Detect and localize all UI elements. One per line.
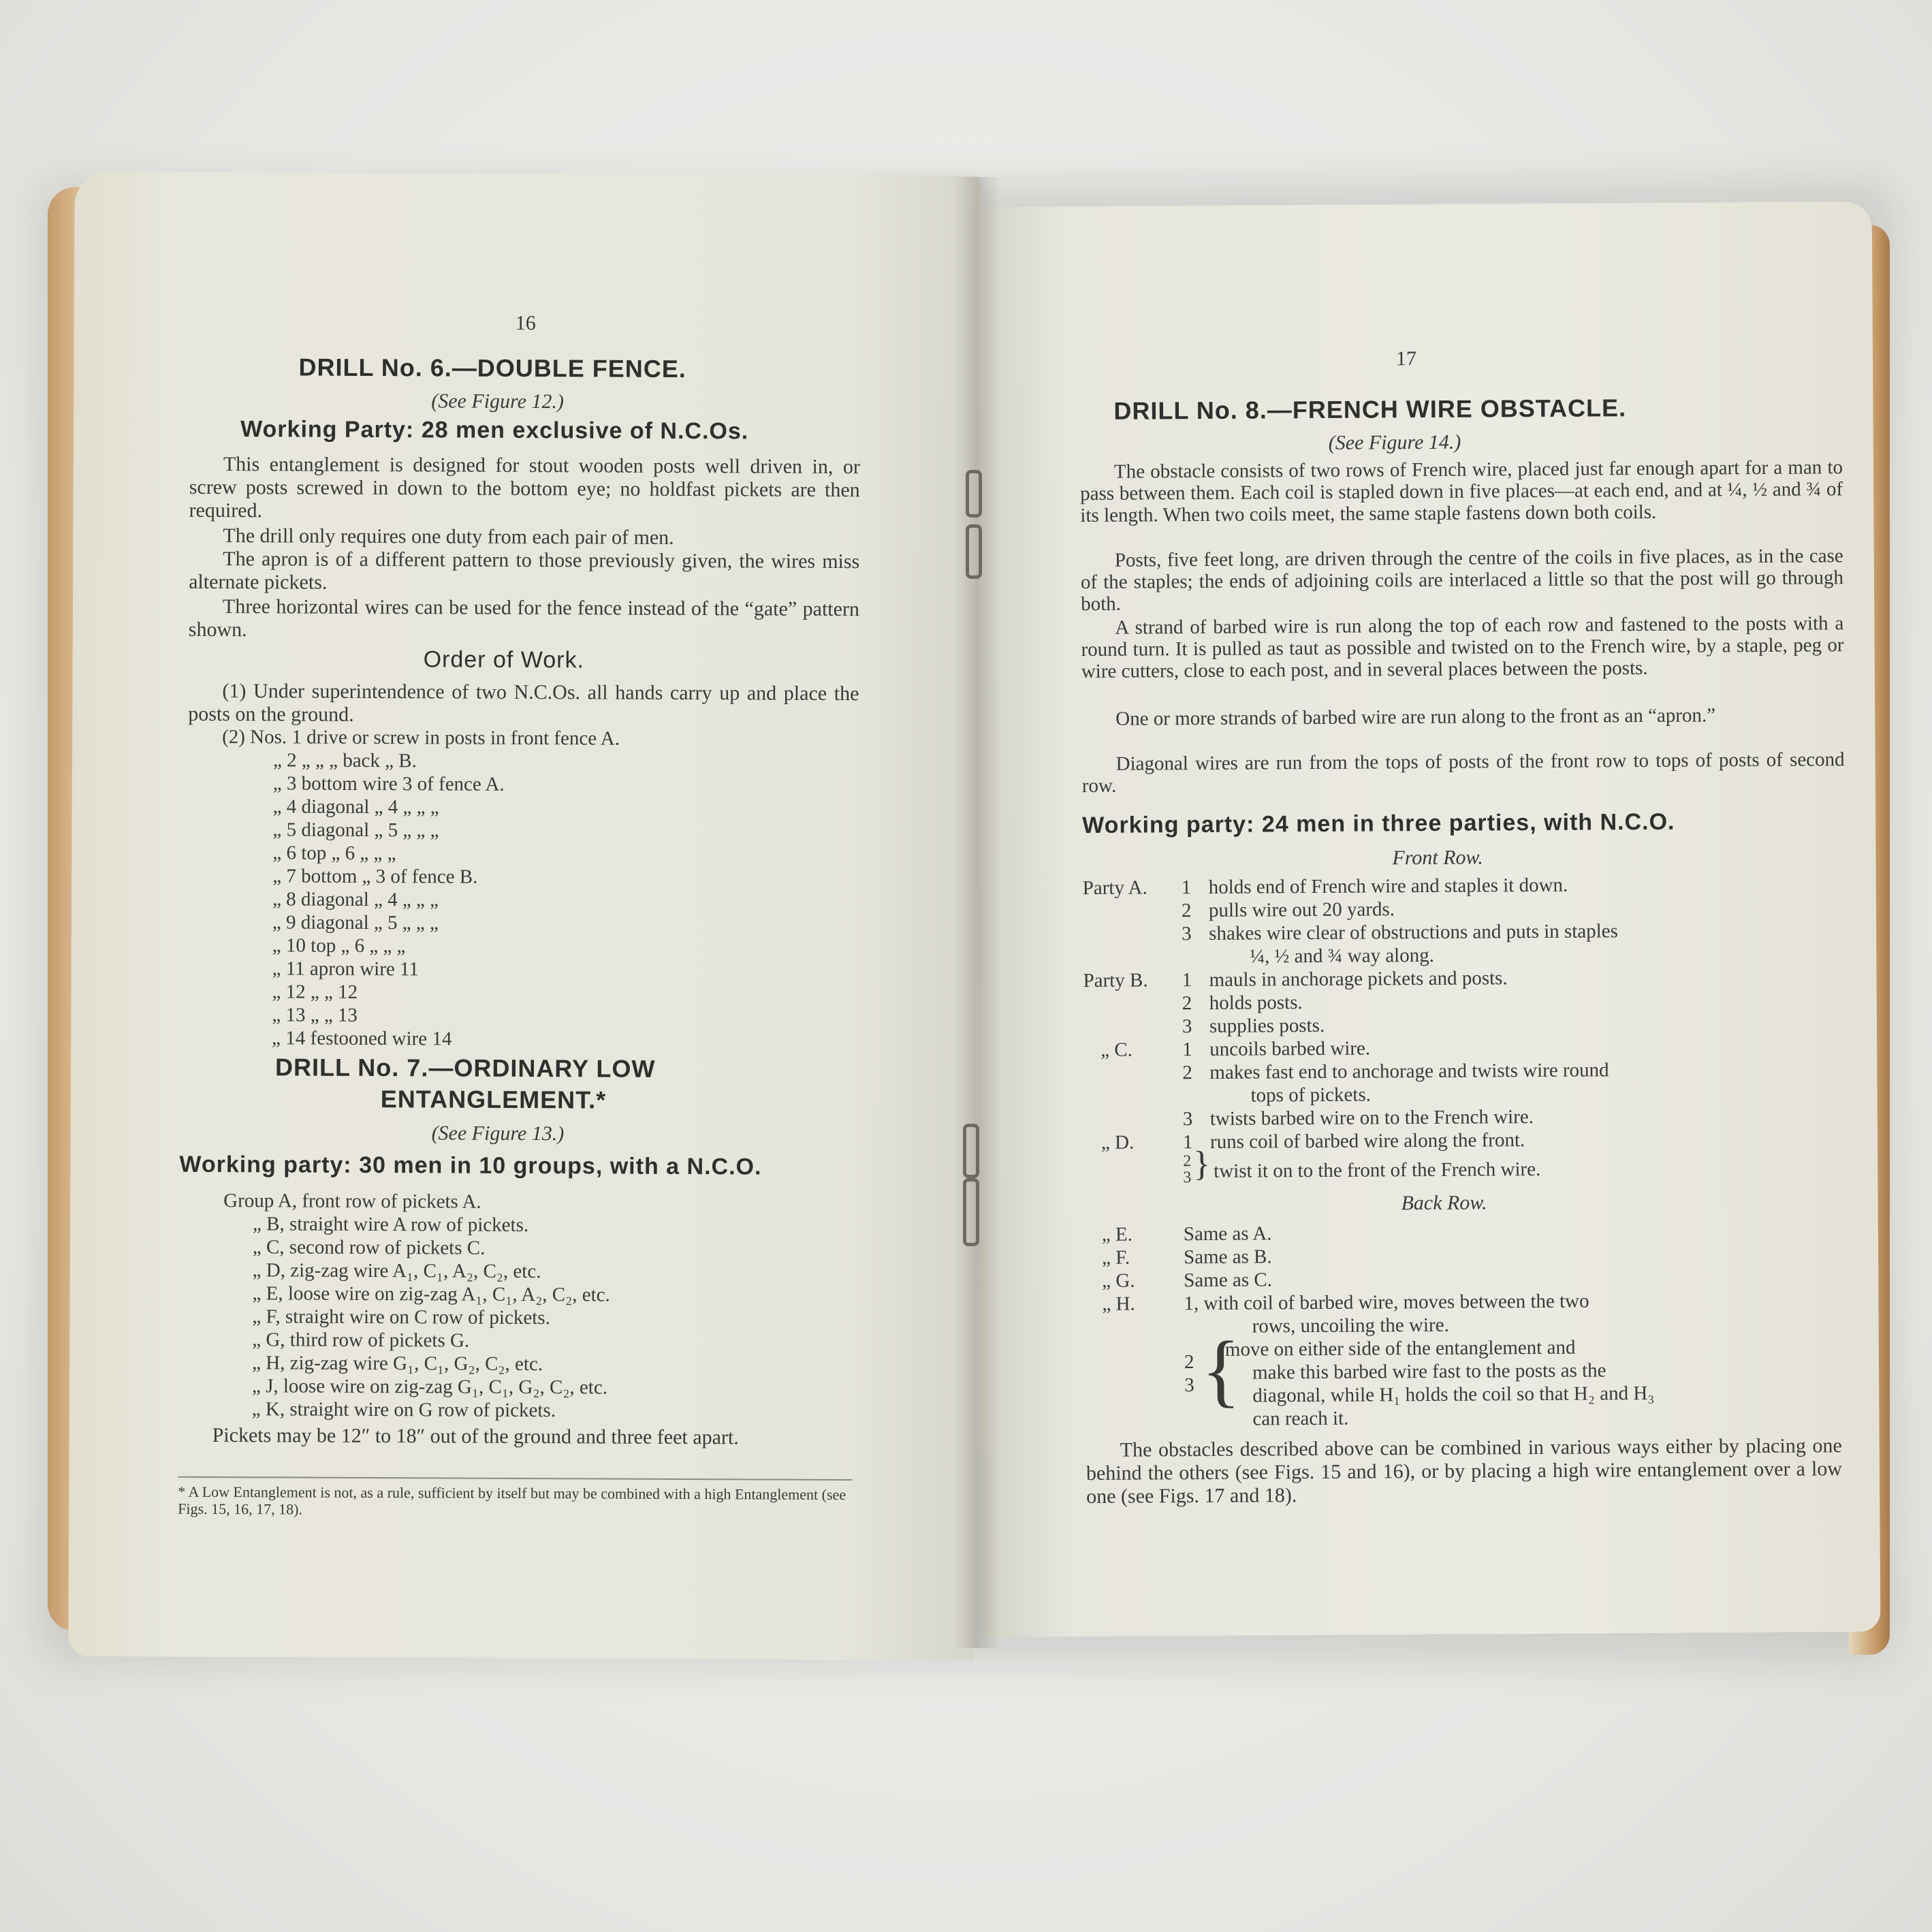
party-c-task: uncoils barbed wire. <box>1209 1037 1371 1060</box>
drill8-see-figure: (See Figure 14.) <box>1328 430 1461 454</box>
party-d-number: 1 <box>1182 1131 1193 1154</box>
order-line: „ 12 „ „ 12 <box>272 981 358 1003</box>
group-line: „ B, straight wire A row of pickets. <box>252 1213 529 1237</box>
drill8-paragraph-3: A strand of barbed wire is run along the top of each row and fastened to the posts with a round turn. It is pulled as taut as possible and twisted on to the French wire, by a staple, peg or wire cutters, close to each post, and in several places between the posts. <box>1081 612 1844 683</box>
brace-symbol: } <box>1193 1144 1211 1184</box>
order-paragraph-1: (1) Under superintendence of two N.C.Os. all hands carry up and place the posts on the ground. <box>188 680 859 726</box>
party-b-label: Party B. <box>1083 969 1148 992</box>
group-line: „ K, straight wire on G row of pickets. <box>251 1398 556 1422</box>
drill7-working-party: Working party: 30 men in 10 groups, with a N.C.O. <box>179 1151 762 1180</box>
party-d-task: twist it on to the front of the French wire. <box>1214 1158 1541 1182</box>
order-of-work-heading: Order of Work. <box>423 646 585 674</box>
drill6-see-figure: (See Figure 12.) <box>431 390 565 413</box>
group-line: „ H, zig-zag wire G₁, C₁, G₂, C₂, etc. <box>252 1352 543 1376</box>
group-line: „ D, zig-zag wire A₁, C₁, A₂, C₂, etc. <box>252 1259 541 1283</box>
drill8-paragraph-1: The obstacle consists of two rows of French wire, placed just far enough apart for a man to pass between them. Each coil is stapled down in five places—at each end, and at ¼, ½ and ¾ of its length. When two coils meet, the same staple fastens down both coils. <box>1080 456 1843 527</box>
staple <box>963 1124 979 1178</box>
order-line: „ 11 apron wire 11 <box>272 957 419 981</box>
drill6-paragraph-4: Three horizontal wires can be used for the fence instead of the “gate” pattern shown. <box>188 595 860 642</box>
party-a-number: 1 <box>1181 876 1192 899</box>
order-line: „ 3 bottom wire 3 of fence A. <box>272 772 505 795</box>
party-f-task: Same as B. <box>1183 1246 1272 1269</box>
party-h-number: 3 <box>1184 1374 1194 1397</box>
drill8-paragraph-5: Diagonal wires are run from the tops of posts of the front row to tops of posts of second row. <box>1081 748 1845 797</box>
party-c-task-continued: tops of pickets. <box>1250 1083 1372 1107</box>
party-h-task: diagonal, while H₁ holds the coil so that H₂ and H₃ <box>1252 1382 1655 1407</box>
drill8-title: DRILL No. 8.—FRENCH WIRE OBSTACLE. <box>1113 394 1627 425</box>
right-page <box>973 202 1881 1637</box>
party-h-label: „ H. <box>1102 1293 1135 1315</box>
party-h-task: move on either side of the entanglement and <box>1224 1336 1576 1361</box>
party-d-number: 2 <box>1183 1152 1192 1171</box>
party-f-label: „ F. <box>1101 1246 1130 1269</box>
group-line: „ C, second row of pickets C. <box>252 1236 486 1259</box>
drill7-title-line-2: ENTANGLEMENT.* <box>380 1085 607 1114</box>
drill8-working-party: Working party: 24 men in three parties, with N.C.O. <box>1082 808 1675 839</box>
book-gutter <box>953 177 1001 1648</box>
party-a-number: 2 <box>1181 900 1192 922</box>
party-h-number: 2 <box>1184 1351 1194 1374</box>
party-h-task: can reach it. <box>1252 1407 1349 1430</box>
group-line: Group A, front row of pickets A. <box>223 1190 481 1213</box>
order-line: „ 10 top „ 6 „ „ „ <box>272 934 406 957</box>
party-a-task: shakes wire clear of obstructions and puts in staples <box>1209 920 1619 945</box>
closing-paragraph: The obstacles described above can be combined in various ways either by placing one behind the others (see Figs. 15 and 16), or by placing a high wire entanglement over a low one (see Figs. 17 and 18). <box>1086 1434 1843 1508</box>
party-c-task: twists barbed wire on to the French wire. <box>1209 1106 1534 1130</box>
party-b-task: mauls in anchorage pickets and posts. <box>1209 967 1508 991</box>
party-a-task: pulls wire out 20 yards. <box>1208 898 1395 921</box>
drill8-paragraph-2: Posts, five feet long, are driven through the centre of the coils in five places, as in the case of the staples; the ends of adjoining coils are interlaced a little so that the post will go through both. <box>1080 545 1844 616</box>
party-d-task: runs coil of barbed wire along the front. <box>1209 1129 1525 1153</box>
footnote-rule <box>178 1476 852 1480</box>
party-d-label: „ D. <box>1100 1131 1135 1154</box>
group-line: „ E, loose wire on zig-zag A₁, C₁, A₂, C₂, etc. <box>252 1282 610 1306</box>
party-d-number: 3 <box>1183 1169 1192 1187</box>
party-g-task: Same as C. <box>1184 1269 1273 1292</box>
left-page <box>68 172 980 1660</box>
party-b-number: 2 <box>1182 992 1192 1015</box>
front-row-heading: Front Row. <box>1392 846 1483 870</box>
party-c-label: „ C. <box>1100 1039 1133 1061</box>
drill6-working-party: Working Party: 28 men exclusive of N.C.Os. <box>240 416 749 445</box>
back-row-heading: Back Row. <box>1401 1191 1487 1215</box>
group-line: „ F, straight wire on C row of pickets. <box>252 1305 550 1329</box>
drill6-paragraph-3: The apron is of a different pattern to those previously given, the wires miss alternate pickets. <box>189 548 860 594</box>
drill7-see-figure: (See Figure 13.) <box>431 1122 565 1145</box>
party-g-label: „ G. <box>1102 1269 1135 1292</box>
page-number: 17 <box>1395 347 1417 370</box>
party-b-task: supplies posts. <box>1209 1014 1325 1037</box>
order-line: „ 7 bottom „ 3 of fence B. <box>272 865 478 888</box>
party-c-number: 1 <box>1182 1039 1192 1061</box>
drill6-paragraph-2: The drill only requires one duty from each pair of men. <box>223 524 674 549</box>
staple <box>963 1178 979 1246</box>
page-number: 16 <box>515 311 536 335</box>
party-c-task: makes fast end to anchorage and twists wire round <box>1209 1059 1609 1083</box>
group-line: „ J, loose wire on zig-zag G₁, C₁, G₂, C₂, etc. <box>251 1375 608 1399</box>
order-line: (2) Nos. 1 drive or screw in posts in front fence A. <box>222 726 620 750</box>
party-e-label: „ E. <box>1101 1223 1133 1246</box>
staple <box>966 524 982 579</box>
party-b-number: 3 <box>1182 1015 1192 1038</box>
party-h-task: make this barbed wire fast to the posts as the <box>1252 1359 1606 1384</box>
party-b-task: holds posts. <box>1209 992 1303 1014</box>
pickets-paragraph: Pickets may be 12″ to 18″ out of the ground and three feet apart. <box>212 1424 739 1449</box>
drill6-title: DRILL No. 6.—DOUBLE FENCE. <box>298 353 686 383</box>
drill6-paragraph-1: This entanglement is designed for stout wooden posts well driven in, or screw posts screwed in down to the bottom eye; no holdfast pickets are then required. <box>189 453 860 522</box>
party-a-label: Party A. <box>1082 876 1147 900</box>
brace-symbol: { <box>1201 1324 1241 1416</box>
party-a-number: 3 <box>1182 923 1192 945</box>
order-line: „ 8 diagonal „ 4 „ „ „ <box>272 888 439 911</box>
staple <box>966 470 982 518</box>
order-line: „ 14 festooned wire 14 <box>272 1027 452 1050</box>
order-line: „ 6 top „ 6 „ „ „ <box>272 842 396 865</box>
party-c-number: 3 <box>1182 1108 1193 1130</box>
party-c-number: 2 <box>1182 1062 1192 1084</box>
party-h-task-continued: rows, uncoiling the wire. <box>1252 1314 1449 1337</box>
order-line: „ 2 „ „ „ back „ B. <box>272 749 417 772</box>
order-line: „ 13 „ „ 13 <box>272 1004 358 1026</box>
drill8-paragraph-4: One or more strands of barbed wire are run along to the front as an “apron.” <box>1115 704 1716 730</box>
party-b-number: 1 <box>1182 969 1192 992</box>
group-line: „ G, third row of pickets G. <box>252 1329 470 1352</box>
order-line: „ 4 diagonal „ 4 „ „ „ <box>272 795 439 819</box>
order-line: „ 9 diagonal „ 5 „ „ „ <box>272 911 439 934</box>
drill7-title-line-1: DRILL No. 7.—ORDINARY LOW <box>274 1053 656 1083</box>
party-e-task: Same as A. <box>1183 1222 1272 1246</box>
party-a-task-continued: ¼, ½ and ¾ way along. <box>1250 944 1435 968</box>
party-a-task: holds end of French wire and staples it down. <box>1208 874 1568 898</box>
footnote: * A Low Entanglement is not, as a rule, sufficient by itself but may be combined with a high Entanglement (see Figs. 15, 16, 17, 18). <box>178 1483 846 1518</box>
party-h-task: 1, with coil of barbed wire, moves between the two <box>1184 1290 1589 1315</box>
order-line: „ 5 diagonal „ 5 „ „ „ <box>272 819 439 842</box>
